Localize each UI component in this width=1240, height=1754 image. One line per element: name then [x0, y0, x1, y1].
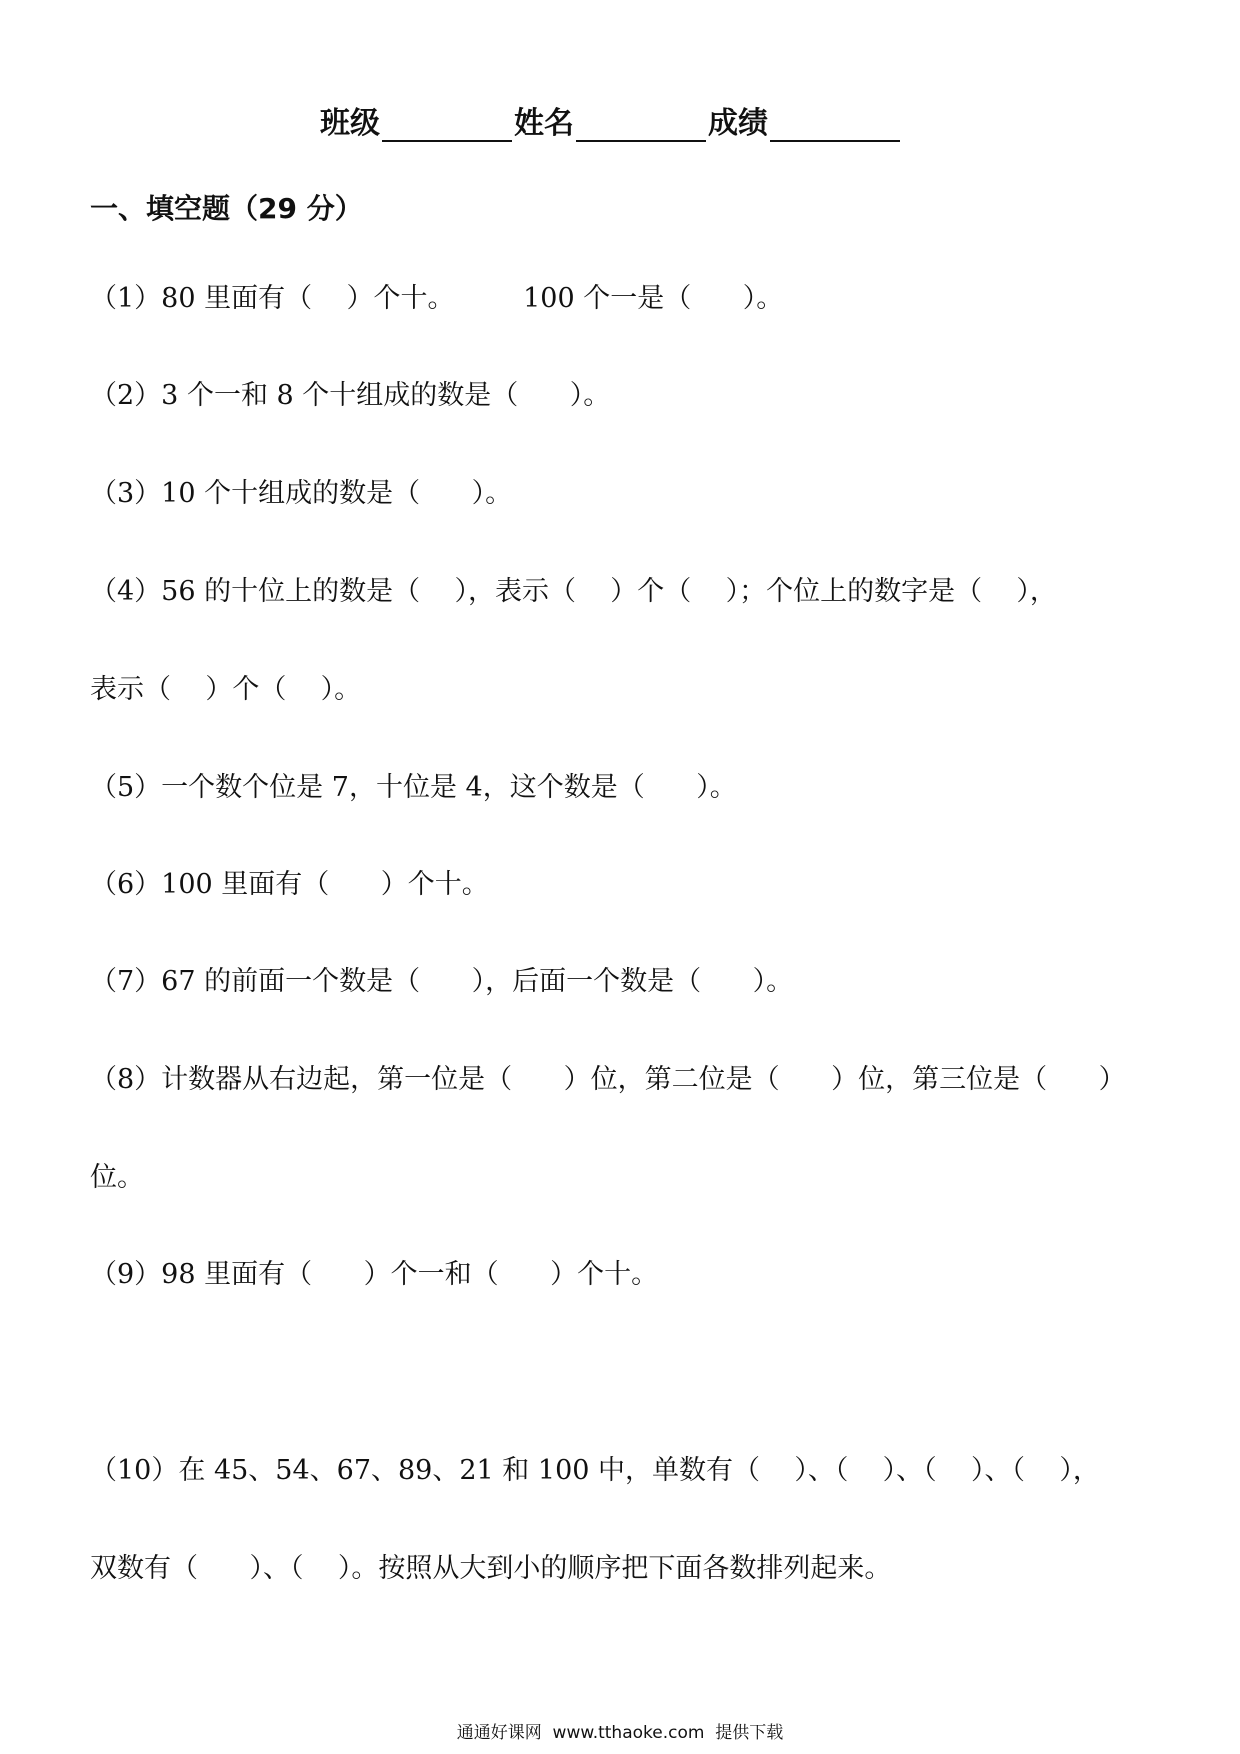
- score-blank[interactable]: [770, 110, 900, 142]
- question-10-line-1: （10）在 45、54、67、89、21 和 100 中，单数有（ ）、（ ）、（ ）、（ ），: [90, 1455, 1100, 1486]
- question-5: （5）一个数个位是 7，十位是 4，这个数是（ ）。: [90, 772, 737, 803]
- section-title: 一、填空题（29 分）: [90, 192, 363, 225]
- footer-credit: 通通好课网 www.tthaoke.com 提供下载: [456, 1723, 784, 1743]
- score-label: 成绩: [708, 106, 768, 141]
- class-label: 班级: [320, 106, 380, 141]
- student-info-header: [320, 98, 940, 142]
- question-8-line-1: （8）计数器从右边起，第一位是（ ）位，第二位是（ ）位，第三位是（ ）: [90, 1064, 1126, 1095]
- question-4-line-1: （4）56 的十位上的数是（ ），表示（ ）个（ ）；个位上的数字是（ ），: [90, 576, 1057, 607]
- question-9: （9）98 里面有（ ）个一和（ ）个十。: [90, 1259, 659, 1290]
- question-6: （6）100 里面有（ ）个十。: [90, 869, 489, 900]
- class-blank[interactable]: [382, 110, 512, 142]
- question-10-line-2: 双数有（ ）、（ ）。按照从大到小的顺序把下面各数排列起来。: [90, 1553, 892, 1584]
- question-1: （1）80 里面有（ ）个十。 100 个一是（ ）。: [90, 283, 784, 314]
- question-3: （3）10 个十组成的数是（ ）。: [90, 478, 513, 509]
- question-2: （2）3 个一和 8 个十组成的数是（ ）。: [90, 380, 611, 411]
- question-7: （7）67 的前面一个数是（ ），后面一个数是（ ）。: [90, 966, 794, 997]
- question-8-line-2: 位。: [90, 1162, 144, 1193]
- name-blank[interactable]: [576, 110, 706, 142]
- question-4-line-2: 表示（ ）个（ ）。: [90, 674, 362, 705]
- name-label: 姓名: [514, 106, 574, 141]
